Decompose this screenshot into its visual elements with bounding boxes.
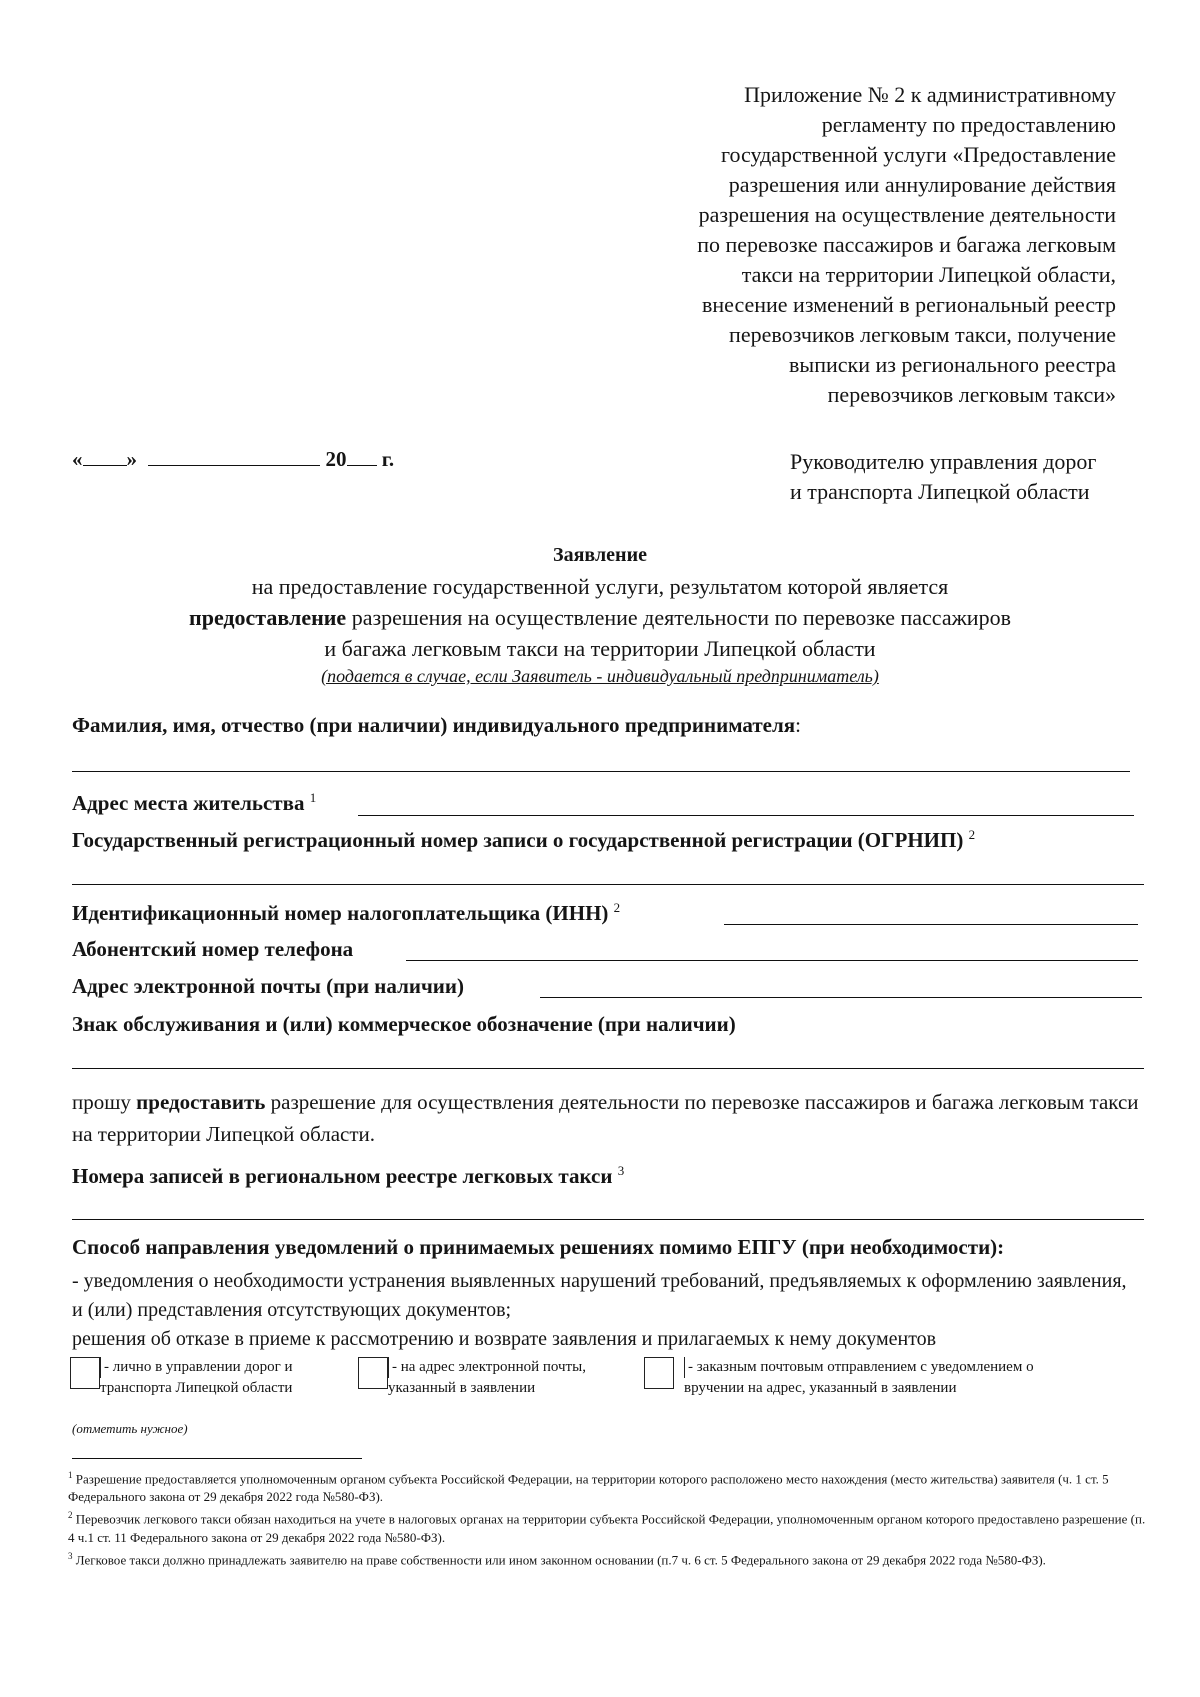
month-blank[interactable] [148,464,320,466]
appendix-line: разрешения на осуществление деятельности [698,202,1116,227]
request-rest: разрешение для осуществления деятельности по перевозке пассажиров и багажа легковым такси на территории Липецкой области. [72,1090,1139,1146]
footnotes [68,1466,1148,1569]
brand-label: Знак обслуживания и (или) коммерческое обозначение (при наличии) [72,1012,736,1036]
addressee [790,447,1096,507]
appendix-line: государственной услуги «Предоставление [720,142,1116,167]
brand-input-line[interactable] [72,1068,1144,1069]
checkbox-in-person[interactable] [70,1357,100,1389]
footnote-number: 3 [68,1550,73,1561]
date-close-quote: » [126,447,137,471]
ogrnip-label-text: Государственный регистрационный номер записи о государственной регистрации (ОГРНИП) [72,828,964,852]
address-label-text: Адрес места жительства [72,791,305,815]
fio-label [72,713,801,738]
appendix-line: выписки из регионального реестра [789,352,1116,377]
ogrnip-input-line[interactable] [72,884,1144,885]
notify-line: решения об отказе в приеме к рассмотрению и возврате заявления и прилагаемых к нему документов [72,1328,937,1350]
fio-label-text: Фамилия, имя, отчество (при наличии) индивидуального предпринимателя [72,713,796,737]
appendix-line: перевозчиков легковым такси» [827,382,1116,407]
request-bold: предоставить [136,1090,266,1114]
addressee-line: и транспорта Липецкой области [790,479,1090,504]
fio-input-line[interactable] [72,771,1130,772]
footnote-ref: 1 [309,790,317,805]
registry-label-text: Номера записей в региональном реестре легковых такси [72,1164,613,1188]
footnote-text: Разрешение предоставляется уполномоченным органом субъекта Российской Федерации, на территории которого расположено место нахождения (место жительства) заявителя (ч. 1 ст. 5 Федерального закона от 29 декабря 2022 года №580-ФЗ). [68,1471,1109,1505]
ogrnip-label [72,827,975,853]
option-mail [684,1357,1034,1399]
appendix-line: регламенту по предоставлению [821,112,1116,137]
date-field [72,447,394,472]
footnote-number: 2 [68,1510,73,1521]
footnote [68,1506,1148,1546]
registry-label [72,1163,624,1189]
appendix-line: по перевозке пассажиров и багажа легковым [697,232,1116,257]
inn-input-line[interactable] [724,924,1138,925]
year-blank[interactable] [347,464,377,466]
footnote-separator [72,1458,362,1459]
inn-label [72,900,620,926]
inn-label-text: Идентификационный номер налогоплательщика (ИНН) [72,901,609,925]
title-heading: Заявление [553,544,647,566]
appendix-line: внесение изменений в региональный реестр [701,292,1116,317]
date-open-quote: « [72,447,83,471]
footnote-text: Перевозчик легкового такси обязан находиться на учете в налоговых органах на территории субъекта Российской Федерации, уполномоченным органом которого предоставлено разрешение (п. 4 ч.1 ст. 11 Федерального закона от 29 декабря 2022 года №580-ФЗ). [68,1511,1146,1545]
document-title [60,540,1140,664]
option-line: транспорта Липецкой области [100,1380,293,1396]
notify-text [72,1267,1142,1354]
registry-input-line[interactable] [72,1219,1144,1220]
address-label [72,790,316,816]
title-bold-word: предоставление [189,605,347,630]
email-input-line[interactable] [540,997,1142,998]
footnote-text: Легковое такси должно принадлежать заявителю на праве собственности или ином законном основании (п.7 ч. 6 ст. 5 Федерального закона от 29 декабря 2022 года №580-ФЗ). [75,1551,1046,1567]
footnote-ref: 2 [613,900,621,915]
option-email [388,1357,586,1399]
footnote [68,1547,1148,1569]
title-line-rest: разрешения на осуществление деятельности по перевозке пассажиров [346,605,1011,630]
email-label: Адрес электронной почты (при наличии) [72,974,464,998]
fio-colon: : [795,713,801,737]
title-line: на предоставление государственной услуги, результатом которой является [251,574,949,599]
notify-heading: Способ направления уведомлений о принимаемых решениях помимо ЕПГУ (при необходимости): [72,1235,1005,1259]
option-line: - лично в управлении дорог и [100,1357,293,1378]
footnote-number: 1 [68,1470,73,1480]
phone-label: Абонентский номер телефона [72,937,354,961]
title-note: (подается в случае, если Заявитель - индивидуальный предприниматель) [321,666,879,686]
notify-line: - уведомления о необходимости устранения выявленных нарушений требований, предъявляемых к оформлению заявления, и (или) представления отсутствующих документов; [72,1270,1127,1321]
footnote-ref: 3 [617,1163,625,1178]
appendix-line: разрешения или аннулирование действия [728,172,1116,197]
appendix-line: Приложение № 2 к административному [744,82,1116,107]
checkbox-mail[interactable] [644,1357,674,1389]
appendix-header [596,80,1116,410]
option-line: - заказным почтовым отправлением с уведомлением о [684,1357,1034,1378]
mark-note: (отметить нужное) [72,1421,188,1436]
addressee-line: Руководителю управления дорог [790,449,1097,474]
title-line [60,602,1140,633]
appendix-line: такси на территории Липецкой области, [741,262,1116,287]
address-input-line[interactable] [358,815,1134,816]
footnote-ref: 2 [968,827,976,842]
option-line: указанный в заявлении [388,1380,536,1396]
footnote [68,1466,1148,1506]
option-in-person [100,1357,293,1399]
request-prefix: прошу [72,1090,137,1114]
title-line: и багажа легковым такси на территории Липецкой области [324,636,876,661]
option-line: вручении на адрес, указанный в заявлении [684,1380,957,1396]
checkbox-email[interactable] [358,1357,388,1389]
request-text [72,1086,1142,1150]
phone-input-line[interactable] [406,960,1138,961]
day-blank[interactable] [83,464,127,466]
year-suffix: г. [381,447,395,471]
year-prefix: 20 [325,447,347,471]
appendix-line: перевозчиков легковым такси, получение [729,322,1116,347]
option-line: - на адрес электронной почты, [388,1357,586,1378]
